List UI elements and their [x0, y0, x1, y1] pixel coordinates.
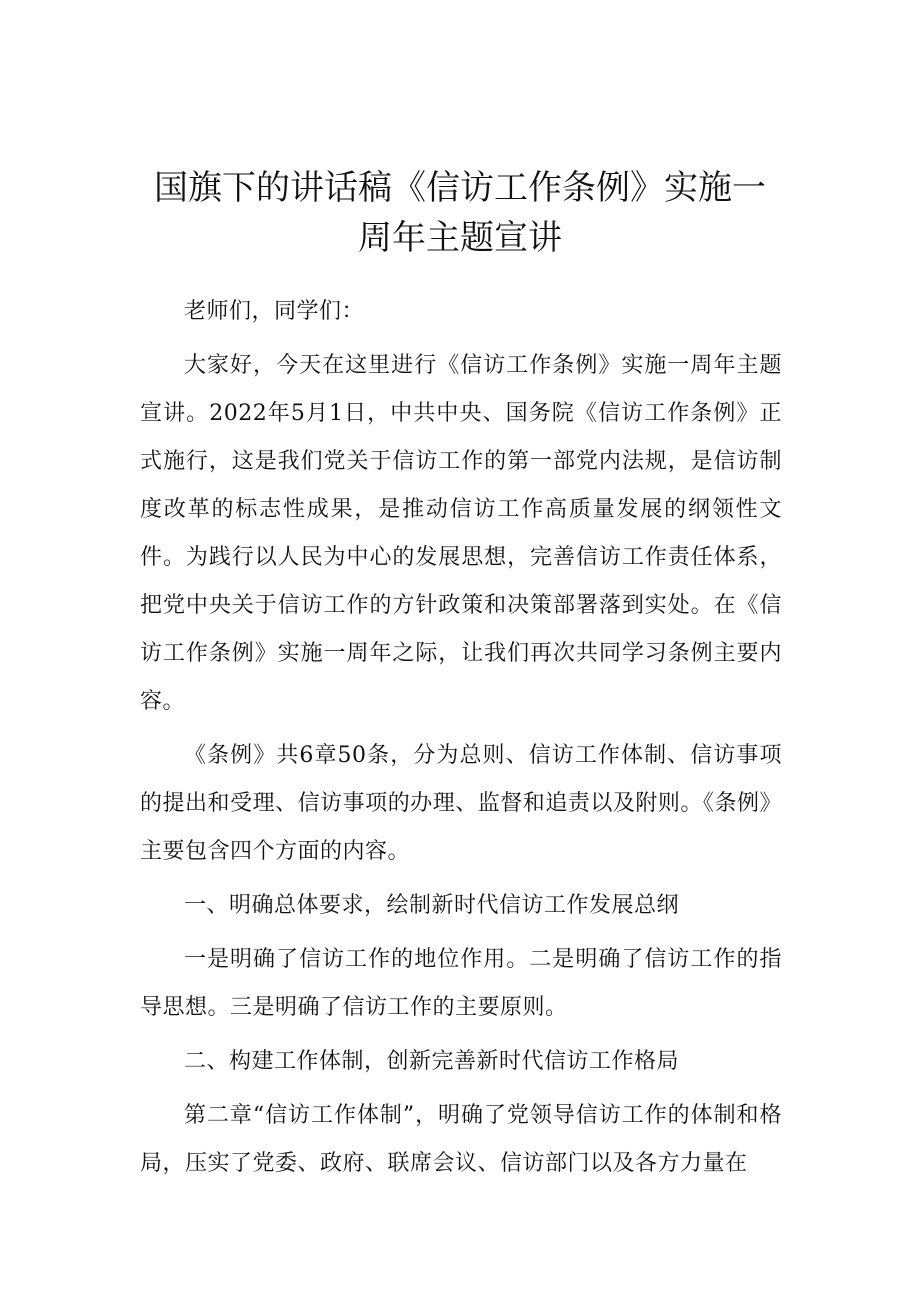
document-body [140, 288, 782, 1188]
paragraph-section-2: 第二章“信访工作体制”，明确了党领导信访工作的体制和格局，压实了党委、政府、联席会议、信访部门以及各方力量在 [140, 1103, 782, 1176]
section-heading-2: 二、构建工作体制，创新完善新时代信访工作格局 [184, 1049, 680, 1074]
paragraph-intro: 大家好，今天在这里进行《信访工作条例》实施一周年主题宣讲。2022年5月1日，中共中央、国务院《信访工作条例》正式施行，这是我们党关于信访工作的第一部党内法规，是信访制度改革的标志性成果，是推动信访工作高质量发展的纲领性文件。为践行以人民为中心的发展思想，完善信访工作责任体系，把党中央关于信访工作的方针政策和决策部署落到实处。在《信访工作条例》实施一周年之际，让我们再次共同学习条例主要内容。 [140, 353, 782, 714]
title-line-2: 周年主题宣讲 [358, 217, 562, 258]
salutation: 老师们，同学们： [184, 299, 365, 324]
paragraph-section-1: 一是明确了信访工作的地位作用。二是明确了信访工作的指导思想。三是明确了信访工作的主要原则。 [140, 947, 782, 1020]
title-line-1: 国旗下的讲话稿《信访工作条例》实施一 [154, 167, 766, 208]
paragraph-structure: 《条例》共6章50条，分为总则、信访工作体制、信访事项的提出和受理、信访事项的办理、监督和追责以及附则。《条例》主要包含四个方面的内容。 [140, 743, 782, 864]
section-heading-1: 一、明确总体要求，绘制新时代信访工作发展总纲 [184, 893, 680, 918]
document-title [0, 163, 920, 263]
